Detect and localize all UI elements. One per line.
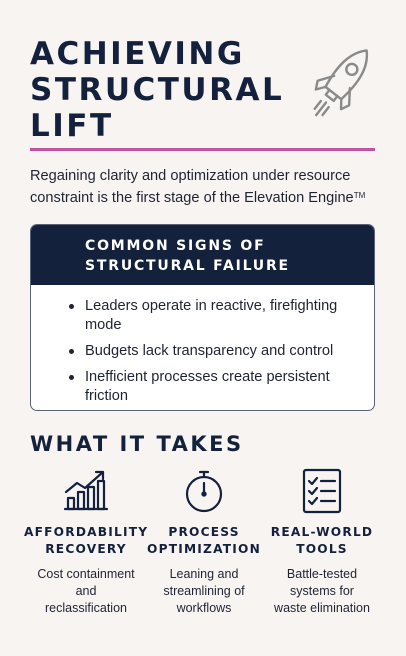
- list-item: Leaders operate in reactive, firefighting mode: [69, 297, 362, 335]
- signs-card: [30, 224, 375, 411]
- title-line: STRUCTURAL: [30, 72, 285, 108]
- column-title-line: TOOLS: [296, 542, 348, 556]
- list-item: Budgets lack transparency and control: [69, 342, 362, 361]
- accent-divider: [30, 148, 375, 151]
- column-desc-line: Cost containment: [37, 567, 135, 581]
- title-line: ACHIEVING: [30, 36, 245, 72]
- checklist-icon: [299, 468, 345, 514]
- signs-title-line: COMMON SIGNS OF: [85, 238, 266, 254]
- stopwatch-icon: [181, 468, 227, 514]
- signs-card-title: [31, 225, 374, 285]
- column-desc-line: and: [75, 584, 97, 598]
- column-desc-line: workflows: [176, 601, 232, 615]
- column-title: [24, 524, 148, 558]
- growth-chart-icon: [63, 468, 109, 514]
- page-title: [30, 36, 300, 144]
- column-title: [260, 524, 384, 558]
- column-desc-line: reclassification: [45, 601, 127, 615]
- column-desc-line: streamlining of: [163, 584, 245, 598]
- takes-column-affordability: [24, 468, 148, 617]
- column-title-line: RECOVERY: [45, 542, 127, 556]
- column-description: [142, 566, 266, 617]
- column-title-line: AFFORDABILITY: [24, 525, 149, 539]
- intro-text: [30, 166, 390, 208]
- intro-body: Regaining clarity and optimization under resource constraint is the first stage of the Elevation Engine: [30, 168, 354, 206]
- column-desc-line: Battle-tested: [286, 567, 358, 581]
- title-line: LIFT: [30, 108, 114, 144]
- signs-title-line: STRUCTURAL FAILURE: [85, 258, 290, 274]
- takes-column-tools: [260, 468, 384, 617]
- takes-column-process: [142, 468, 266, 617]
- column-title-line: PROCESS: [168, 525, 240, 539]
- signs-list: [31, 285, 374, 406]
- column-description: [260, 566, 384, 617]
- column-desc-line: waste elimination: [274, 601, 370, 615]
- rocket-icon: [306, 38, 374, 130]
- column-desc-line: Leaning and: [169, 567, 239, 581]
- column-title-line: REAL-WORLD: [270, 525, 374, 539]
- section-heading: WHAT IT TAKES: [30, 432, 244, 456]
- column-description: [24, 566, 148, 617]
- takes-columns: [24, 468, 382, 618]
- column-title-line: OPTIMIZATION: [147, 542, 261, 556]
- column-title: [142, 524, 266, 558]
- column-desc-line: systems for: [290, 584, 354, 598]
- trademark-mark: TM: [353, 191, 366, 200]
- list-item: Inefficient processes create persistent friction: [69, 368, 362, 406]
